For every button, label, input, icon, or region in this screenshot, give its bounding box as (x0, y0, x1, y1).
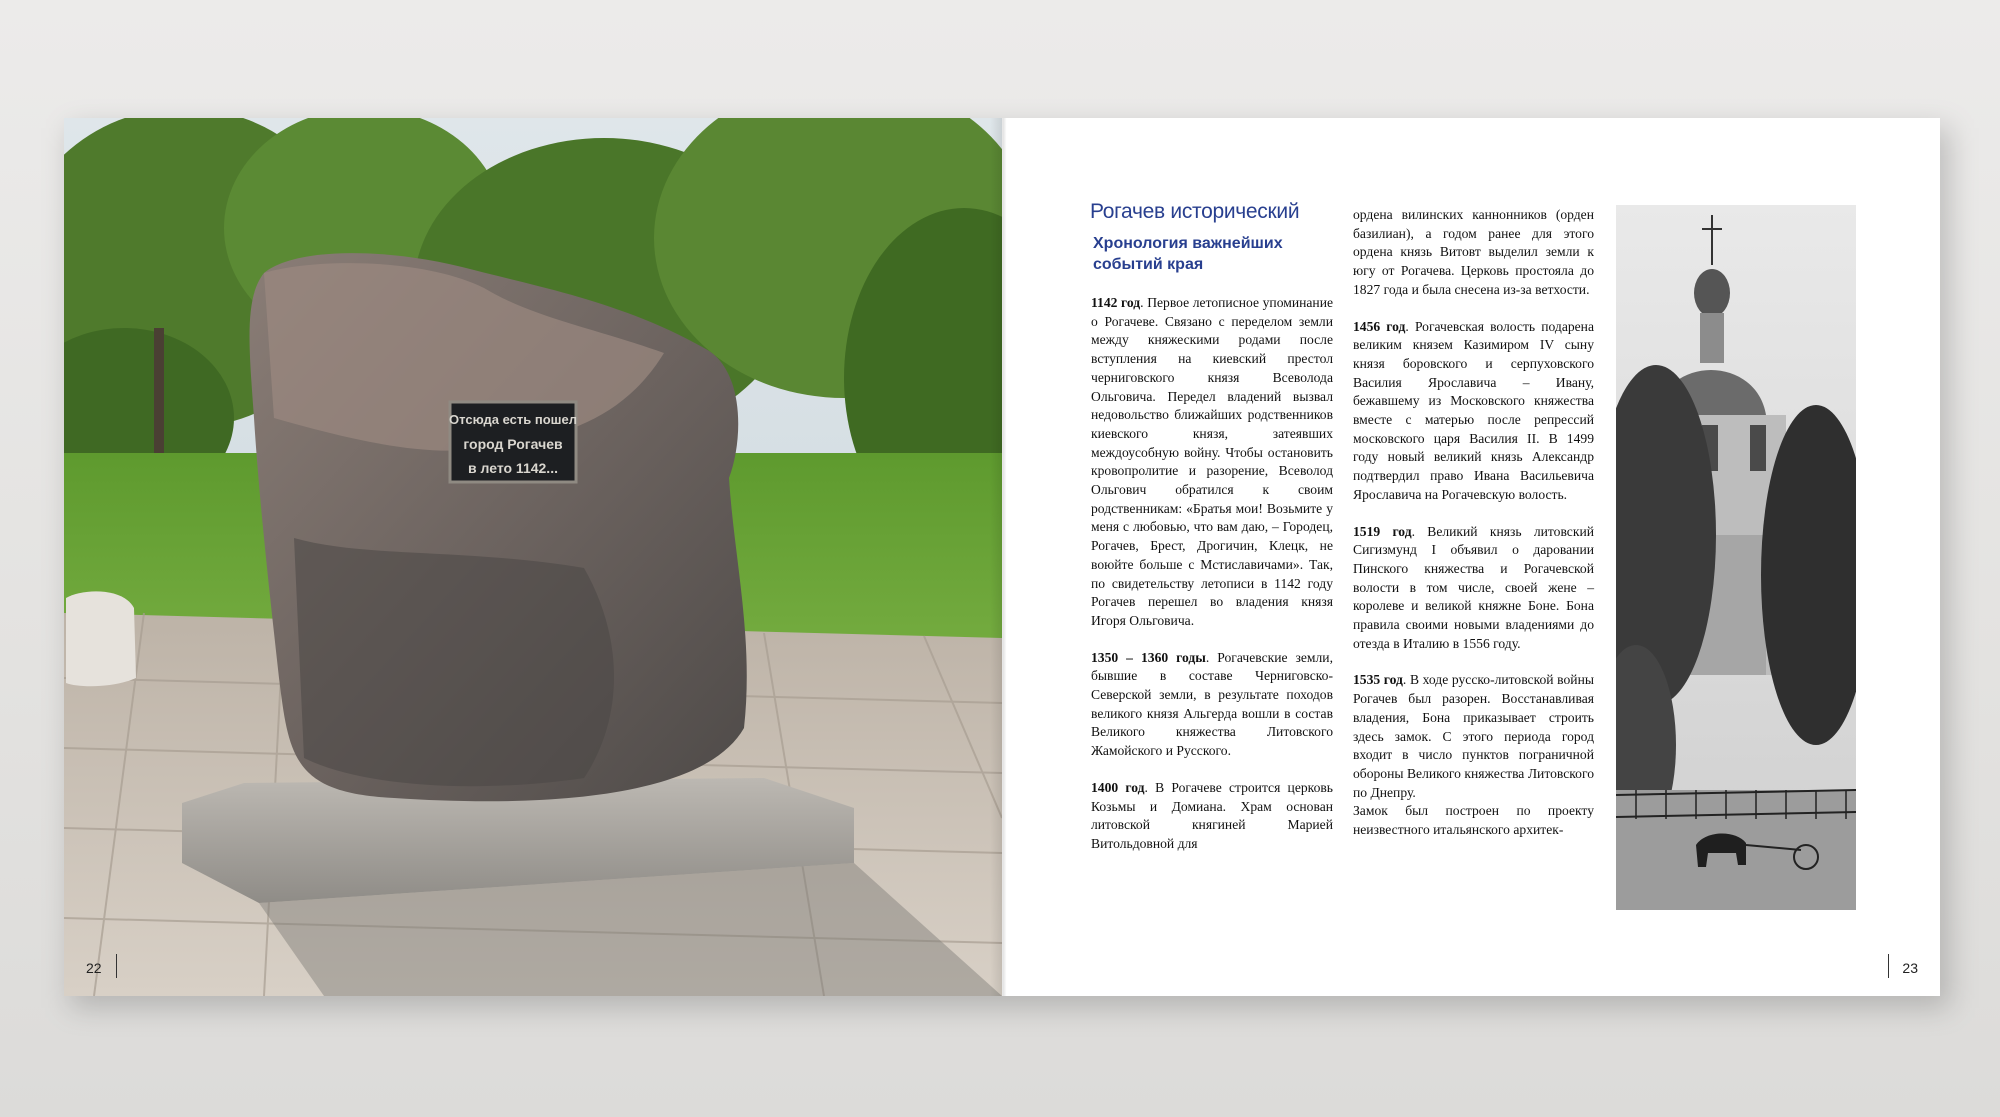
paragraph-text: . Первое летописное упоминание о Рогачеве. Связано с переделом земли между княжескими родами после вступления на киевский престол черниговского князя Всеволода Ольговича. Передел владений вызвал недовольство ближайших родственников киевского князя, затеявших междоусобную войну. Чтобы остановить кровопролитие и разорение, Всеволод Ольгович обратился к своим родственникам: «Братья мои! Возьмите у меня с любовью, что вам даю, – Городец, Рогачев, Брест, Дрогичин, Клецк, не воюйте больше с Мстиславичами». Так, по свидетельству летописи в 1142 году Рогачев перешел во владения князя Игоря Ольговича. (1091, 295, 1333, 628)
text-column-2 (1353, 206, 1594, 840)
right-page (1002, 118, 1940, 996)
paragraph-text: . В ходе русско-литовской войны Рогачев был разорен. Восстанавливая владения, Бона приказывает строить здесь замок. С этого периода город входит в число пунктов пограничной обороны Великого княжества Литовского по Днепру. (1353, 672, 1594, 800)
page-number-right: 23 (1902, 960, 1918, 976)
page-subtitle: Хронология важнейших событий края (1093, 235, 1283, 273)
year-label: 1519 год (1353, 523, 1412, 539)
paragraph-1350 (1091, 649, 1333, 761)
plaque-line-2: город Рогачев (463, 436, 563, 452)
year-label: 1456 год (1353, 318, 1406, 334)
paragraph-1519 (1353, 523, 1594, 654)
page-title: Рогачев исторический (1090, 200, 1300, 223)
plaque-line-3: в лето 1142... (468, 460, 558, 476)
year-label: 1142 год (1091, 295, 1141, 310)
page-number-left: 22 (86, 960, 102, 976)
paragraph-castle: Замок был построен по проекту неизвестного итальянского архитек- (1353, 803, 1594, 838)
year-label: 1400 год (1091, 779, 1145, 795)
paragraph-text: . Великий князь литовский Сигизмунд I объявил о даровании Пинского княжества и Рогачевской волости в том числе, своей жене – королеве и великой княжне Боне. Бона правила своими новыми владениями до отезда в Италию в 1556 году. (1353, 523, 1594, 651)
memorial-stone-photo (64, 118, 1002, 996)
paragraph-text: . Рогачевские земли, бывшие в составе Черниговско-Северской земли, в результате походов великого князя Альгерда вошли в состав Великого княжества Литовского Жамойского и Русского. (1091, 649, 1333, 759)
year-label: 1350 – 1360 годы (1091, 649, 1206, 665)
paragraph-continued: ордена вилинских каннонников (орден базилиан), а годом ранее для этого ордена князь Витовт выделил земли к югу от Рогачева. Церковь простояла до 1827 года и была снесена из-за ветхости. (1353, 207, 1594, 297)
year-label: 1535 год (1353, 672, 1403, 688)
plaque-line-1: Отсюда есть пошел (449, 412, 577, 427)
paragraph-1142 (1091, 294, 1333, 631)
paragraph-1400 (1091, 779, 1333, 854)
paragraph-text: . В Рогачеве строится церковь Козьмы и Домиана. Храм основан литовской княгиней Марией Витольдовной для (1091, 779, 1333, 851)
historic-church-photo (1616, 205, 1856, 910)
left-page (64, 118, 1002, 996)
text-column-1 (1091, 294, 1333, 854)
paragraph-text: . Рогачевская волость подарена великим князем Казимиром IV сыну князя боровского и серпуховского Василия Ярославича – Ивану, бежавшему из Московского княжества вместе с матерью после репрессий московского царя Василия II. В 1499 году новый великий князь Александр подтвердил право Ивана Васильевича Ярославича на Рогачевскую волость. (1353, 318, 1594, 502)
paragraph-1456 (1353, 318, 1594, 505)
paragraph-1535 (1353, 671, 1594, 802)
